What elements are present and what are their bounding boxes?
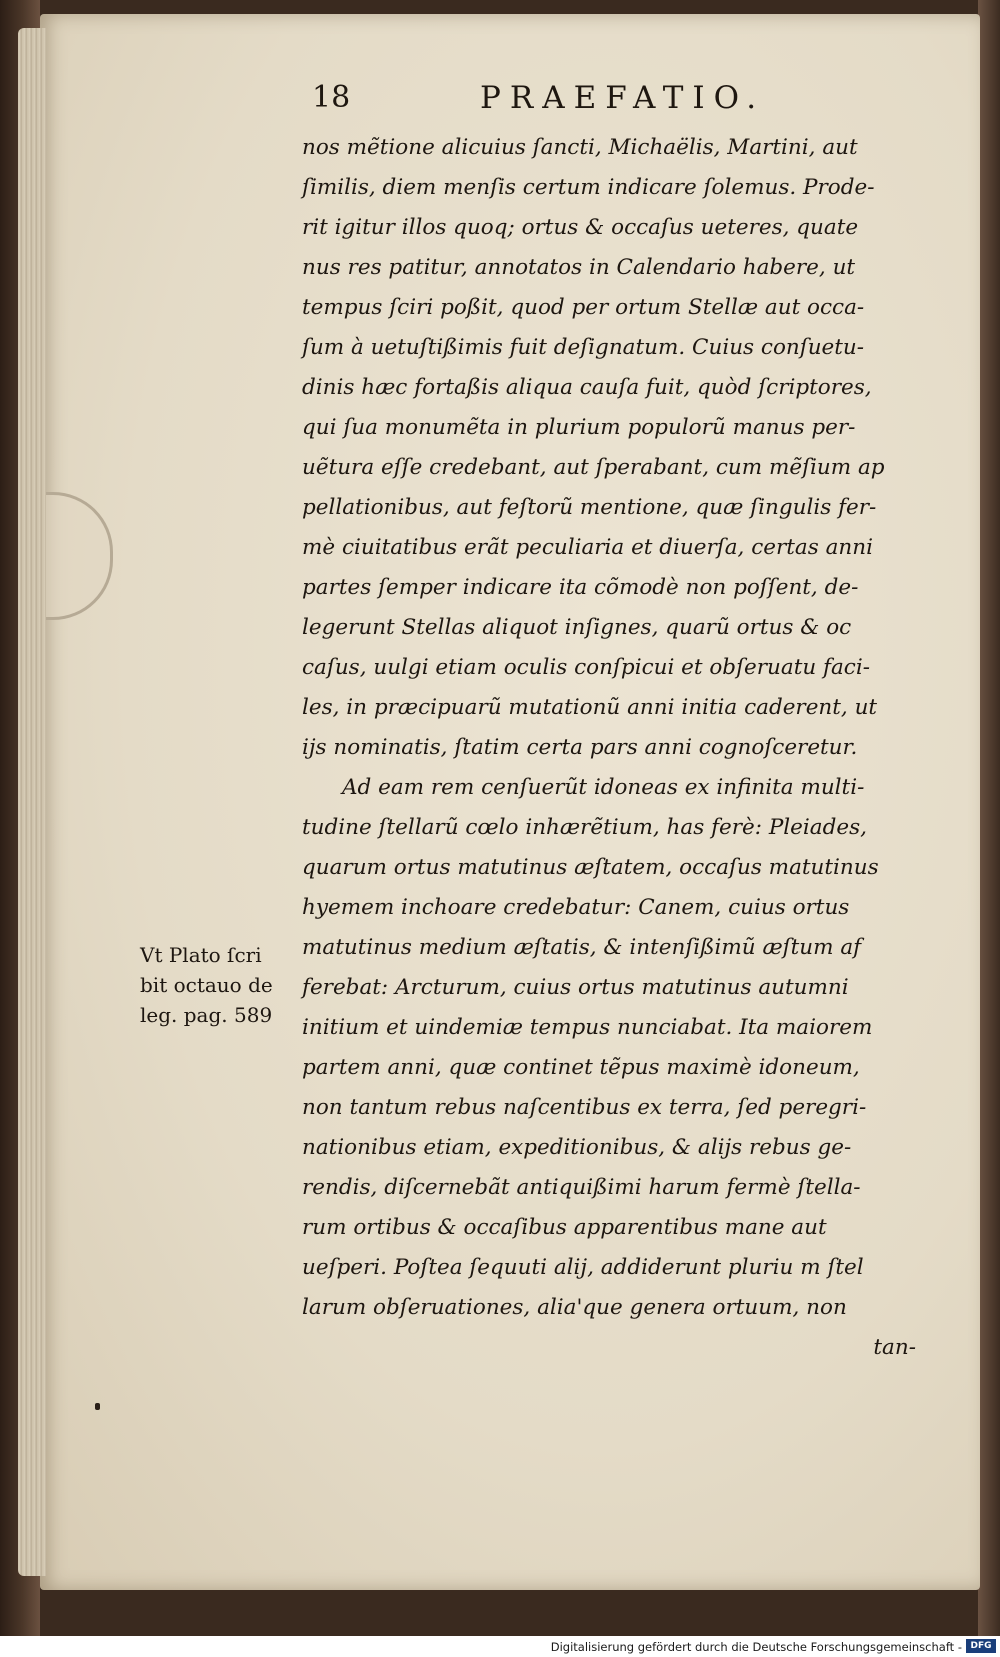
text-line: partem anni, quæ continet tẽpus maximè idoneum,	[302, 1055, 860, 1080]
text-line: nus res patitur, annotatos in Calendario habere, ut	[302, 255, 856, 280]
marginal-note-line: leg. pag. 589	[140, 1003, 273, 1027]
body-text	[302, 128, 920, 1368]
text-line: caſus, uulgi etiam oculis conſpicui et obſeruatu faci-	[302, 655, 870, 680]
page-number: 18	[312, 80, 351, 115]
credit-text: Digitalisierung gefördert durch die Deutsche Forschungsgemeinschaft -	[550, 1640, 962, 1654]
catchword: tan-	[873, 1335, 916, 1360]
text-line: rendis, diſcernebãt antiquißimi harum fermè ſtella-	[302, 1175, 861, 1200]
marginal-note	[140, 940, 290, 1030]
marginal-note-line: bit octauo de	[140, 973, 273, 997]
text-line: nationibus etiam, expeditionibus, & alijs rebus ge-	[302, 1135, 852, 1160]
ink-spot	[95, 1403, 100, 1410]
text-line: pellationibus, aut feſtorũ mentione, quæ ſingulis fer-	[302, 495, 877, 520]
text-line: ferebat: Arcturum, cuius ortus matutinus autumni	[302, 975, 849, 1000]
text-line: hyemem inchoare credebatur: Canem, cuius ortus	[302, 895, 850, 920]
page-stack-edges	[18, 28, 46, 1576]
text-line: rum ortibus & occaſibus apparentibus mane aut	[302, 1215, 827, 1240]
text-line: partes ſemper indicare ita cõmodè non poſſent, de-	[302, 575, 859, 600]
page-clip	[40, 492, 113, 620]
text-line: tempus ſciri poßit, quod per ortum Stellæ aut occa-	[302, 295, 865, 320]
text-line: legerunt Stellas aliquot inſignes, quarũ ortus & oc	[302, 615, 852, 640]
marginal-note-line: Vt Plato ſcri	[140, 943, 262, 967]
text-line: les, in præcipuarũ mutationũ anni initia caderent, ut	[302, 695, 878, 720]
text-line: larum obſeruationes, alia'que genera ortuum, non	[302, 1295, 847, 1320]
text-line: nos mẽtione alicuius ſancti, Michaëlis, Martini, aut	[302, 135, 858, 160]
text-line: ueſperi. Poſtea ſequuti alij, addiderunt pluriu m ſtel	[302, 1255, 864, 1280]
dfg-logo-icon: DFG	[966, 1639, 996, 1653]
text-line: uẽtura eſſe credebant, aut ſperabant, cum mẽſium ap	[302, 455, 885, 480]
page-header	[312, 80, 912, 130]
text-line: ſimilis, diem menſis certum indicare ſolemus. Prode-	[302, 175, 875, 200]
digitization-credit-bar	[0, 1636, 1000, 1657]
book-cover-edge	[978, 0, 1000, 1657]
text-line: tudine ſtellarũ cœlo inhærẽtium, has ferè: Pleiades,	[302, 815, 867, 840]
text-line: ijs nominatis, ſtatim certa pars anni cognoſceretur.	[302, 735, 858, 760]
text-line: matutinus medium æſtatis, & intenſißimũ æſtum af	[302, 935, 862, 960]
text-line: ſum à uetuſtißimis fuit deſignatum. Cuius conſuetu-	[302, 335, 865, 360]
text-line: dinis hæc fortaßis aliqua cauſa fuit, quòd ſcriptores,	[302, 375, 872, 400]
text-line: mè ciuitatibus erãt peculiaria et diuerſa, certas anni	[302, 535, 873, 560]
running-title: PRAEFATIO.	[480, 80, 766, 116]
text-line: quarum ortus matutinus æſtatem, occaſus matutinus	[302, 855, 879, 880]
text-line: qui ſua monumẽta in plurium populorũ manus per-	[302, 415, 856, 440]
paragraph-start-line: Ad eam rem cenſuerũt idoneas ex infinita multi-	[342, 775, 865, 800]
text-line: rit igitur illos quoq; ortus & occaſus ueteres, quate	[302, 215, 859, 240]
text-line: initium et uindemiæ tempus nunciabat. Ita maiorem	[302, 1015, 873, 1040]
text-line: non tantum rebus naſcentibus ex terra, ſed peregri-	[302, 1095, 867, 1120]
